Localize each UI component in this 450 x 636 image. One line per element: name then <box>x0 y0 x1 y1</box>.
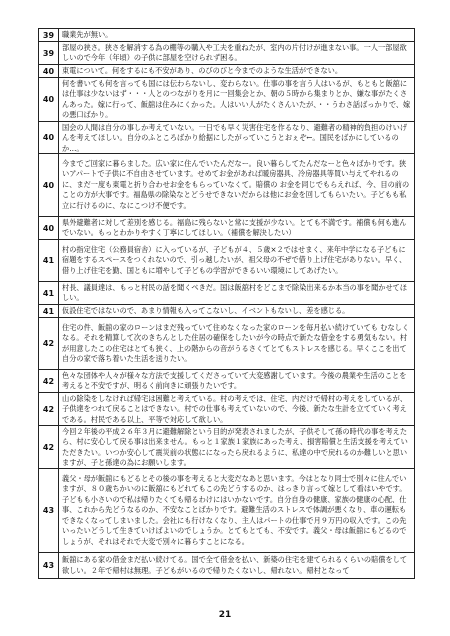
response-text <box>59 305 415 318</box>
respondent-age: 40 <box>39 122 59 154</box>
response-text <box>59 553 415 579</box>
table-row <box>39 78 415 122</box>
respondent-age: 42 <box>39 426 59 469</box>
response-text-content: 今までご回家に暮らました。広い家に住んでいたんだなー。良い暮らしてたんだなーと色々ばかりです。狭いアパートで子供に不自由させています。せめてお金があれば暖房器具、冷房器具等買い与えてやれるのに、まだ一度も東電と折り合わせお金をもらっていなくて。賠償の お金を同じでもらえれば、今、目の前のことの方が大事です。福島県の除染なとどうせできないだからは他にお金を回してもらいたい。子どもも私立に行けるのに、なにこつけ不便です。 <box>62 158 410 210</box>
table-row <box>39 318 415 370</box>
respondent-age: 43 <box>39 469 59 553</box>
respondent-age: 41 <box>39 282 59 305</box>
table-row <box>39 305 415 318</box>
response-text-content: 仮設住宅ではないので、あまり情報も入ってこないし、イベントもないし、差を感じる。 <box>62 306 350 315</box>
respondent-age: 42 <box>39 318 59 370</box>
response-text <box>59 42 415 65</box>
response-text-content: 村の指定住宅（公務員宿舎）に入っているが、子どもが４、５歳×２ではせまく、来年中学になる子どもに宿題をするスペースをつくれないので、引っ越したいが、祖父母の不ぜで借り上げ住宅がありない。早く、借り上げ住宅を勤、国ともに増やして子どもの学習ができるいい環境にしてあげたい。 <box>62 244 407 275</box>
response-text-content: 色々な団体や人々が様々な方法で支援してくださっていて大変感謝しています。今後の農業や生活のことを考えると不安ですが、明るく前向きに頑張りたいです。 <box>62 371 407 391</box>
table-row <box>39 42 415 65</box>
response-text <box>59 318 415 370</box>
respondent-age: 43 <box>39 553 59 579</box>
respondent-age: 40 <box>39 217 59 240</box>
response-text-content: 職業先が無い。 <box>62 30 113 39</box>
response-text-content: 山の除染をしなければ帰宅は困難と考えている。村の考えでは、住宅、内だけで帰村の考えをしているが、子供達をつれて戻ることはできない。村での仕事も考えていないので、今後、新たな生計を立てていく考えである。村民である以上、平等で対応して欲しい。 <box>62 394 408 424</box>
table-row <box>39 469 415 553</box>
response-text <box>59 65 415 78</box>
response-text-content: 国会の人間は自分の事しか考えていない。一日でも早く災害住宅を作るなり、避難者の精神的負担のけいげんを考えてほしい。自分のふところばかり給据にしたがっていこうとおぇぞ←。国民をばかにしているのか…。 <box>62 123 408 152</box>
respondent-age: 39 <box>39 29 59 42</box>
document-page <box>38 28 415 579</box>
page-number: 21 <box>218 610 232 620</box>
response-text <box>59 426 415 469</box>
response-text <box>59 217 415 240</box>
respondent-age: 41 <box>39 240 59 282</box>
response-text-content: 飯舘にある家の借金まだ払い続けてる。国で全て借金を払い、新築の住宅を建てられるくらいの賠償をして欲しい。２年で帰村は無理。子どもがいるので帰りたくないし、帰れない。帰村となって <box>62 555 408 575</box>
response-text-content: 東電について。何をするにも不安があり、のびのびと今までのような生活ができない。 <box>62 66 343 75</box>
response-text-content: 県外避難者に対して差別を感じる。福島に残らないと常に支援が少ない。とても不満です。補償も何も進んでいない。もっとわかりやすく丁寧にしてほしい。（補償を解決したい） <box>62 218 407 238</box>
respondent-age: 42 <box>39 370 59 393</box>
table-row <box>39 393 415 426</box>
table-row <box>39 122 415 154</box>
table-row <box>39 29 415 42</box>
response-text <box>59 29 415 42</box>
table-row <box>39 154 415 217</box>
respondent-age: 40 <box>39 65 59 78</box>
table-row <box>39 240 415 282</box>
response-text-content: 住宅の件、飯舘の家のローンはまだ残っていて住めなくなった家のローンを毎月払い続けていても むなしくなる。それを精算して次のきちんとした住居の確保をしたいが今の時点で新たな借金をする勇気もない。村が用意したこの住宅はとても狭く、上の階からの音がうるさくてとてもストレスを感じる。早くここを出て自分の家で落ち着いた生活を送りたい。 <box>62 322 410 363</box>
response-text-content: 部屋の狭さ。狭さを解消する為の棚等の購入や工夫を重ねたが、室内の片付けが進まない事。一人一部屋欲しいので今年（年頃）の子供に部屋を空けられず困る。 <box>62 43 407 63</box>
response-text-content: 村長、議員達は、もっと村民の話を聞くべきだ。国は飯舘村をどこまで除染出来るか本当の事を聞かせてほしい。 <box>62 283 408 303</box>
respondent-age: 42 <box>39 393 59 426</box>
respondent-age: 40 <box>39 78 59 122</box>
table-row <box>39 426 415 469</box>
response-text <box>59 469 415 553</box>
response-text-content: 何を書いても何を言っても国には伝わらないし、変わらない。仕事の事を言う人はいるが、もともと飯舘には仕事は少ないはず・・・人とのつながりを月に一回集会とか、朝の５時から集まりとか、嫌な事がたくさんあった。嫁に行って、飯舘は住みにくかった。人はいい人がたくさんいたが、・・うわさ話ばっかりで、嫁の悪口ばかり。 <box>62 79 411 120</box>
response-text <box>59 393 415 426</box>
table-row <box>39 370 415 393</box>
respondent-age: 41 <box>39 305 59 318</box>
survey-response-table <box>38 28 415 579</box>
response-text <box>59 78 415 122</box>
respondent-age: 40 <box>39 154 59 217</box>
table-row <box>39 553 415 579</box>
response-text-content: 義父・母が飯舘にもどるとその後の事を考えると大変だなあと思います。今はとなり同士で別々に住んでいますが、８０歳ちかいのに飯舘にもどれてもこの先どうするのか、はっきり言って嫁として看はいやです。子どもも小さいので私は帰りたくても帰るわけにはいかないです。自分自身の健康、家族の健康の心配、仕事、これから先どうなるのか、不安なことばかりです。避難生活のストレスで体調が悪くなり、車の運転もできなくなってしまいました。会社にも行けなくなり、主人はパートの仕事で月９万円の収入です。この先いったいどうして生きていけばよいのでしょうか。とてもとても、不安です。義父・母は飯舘にもどるのでしょうが、それはそれで大変で別々に暮らすことになる。 <box>62 474 407 546</box>
response-text <box>59 282 415 305</box>
response-text <box>59 122 415 154</box>
response-text <box>59 154 415 217</box>
table-row <box>39 282 415 305</box>
table-row <box>39 217 415 240</box>
table-row <box>39 65 415 78</box>
respondent-age: 39 <box>39 42 59 65</box>
response-text <box>59 370 415 393</box>
response-text <box>59 240 415 282</box>
response-text-content: 今回２年後の平成２６年３月に避難解除という目的が発表されましたが、子供そして孫の時代の事を考えたら、村に安心して戻る事は出来ません。もっと１家族１家族にあった考え、損害賠償と生活支援を考えていただきたい。いつか安心して震災前の状態にになったら戻れるように、私達の中で戻れるのか難しいと思いますが、子と孫達の為にお願いします。 <box>62 427 408 467</box>
